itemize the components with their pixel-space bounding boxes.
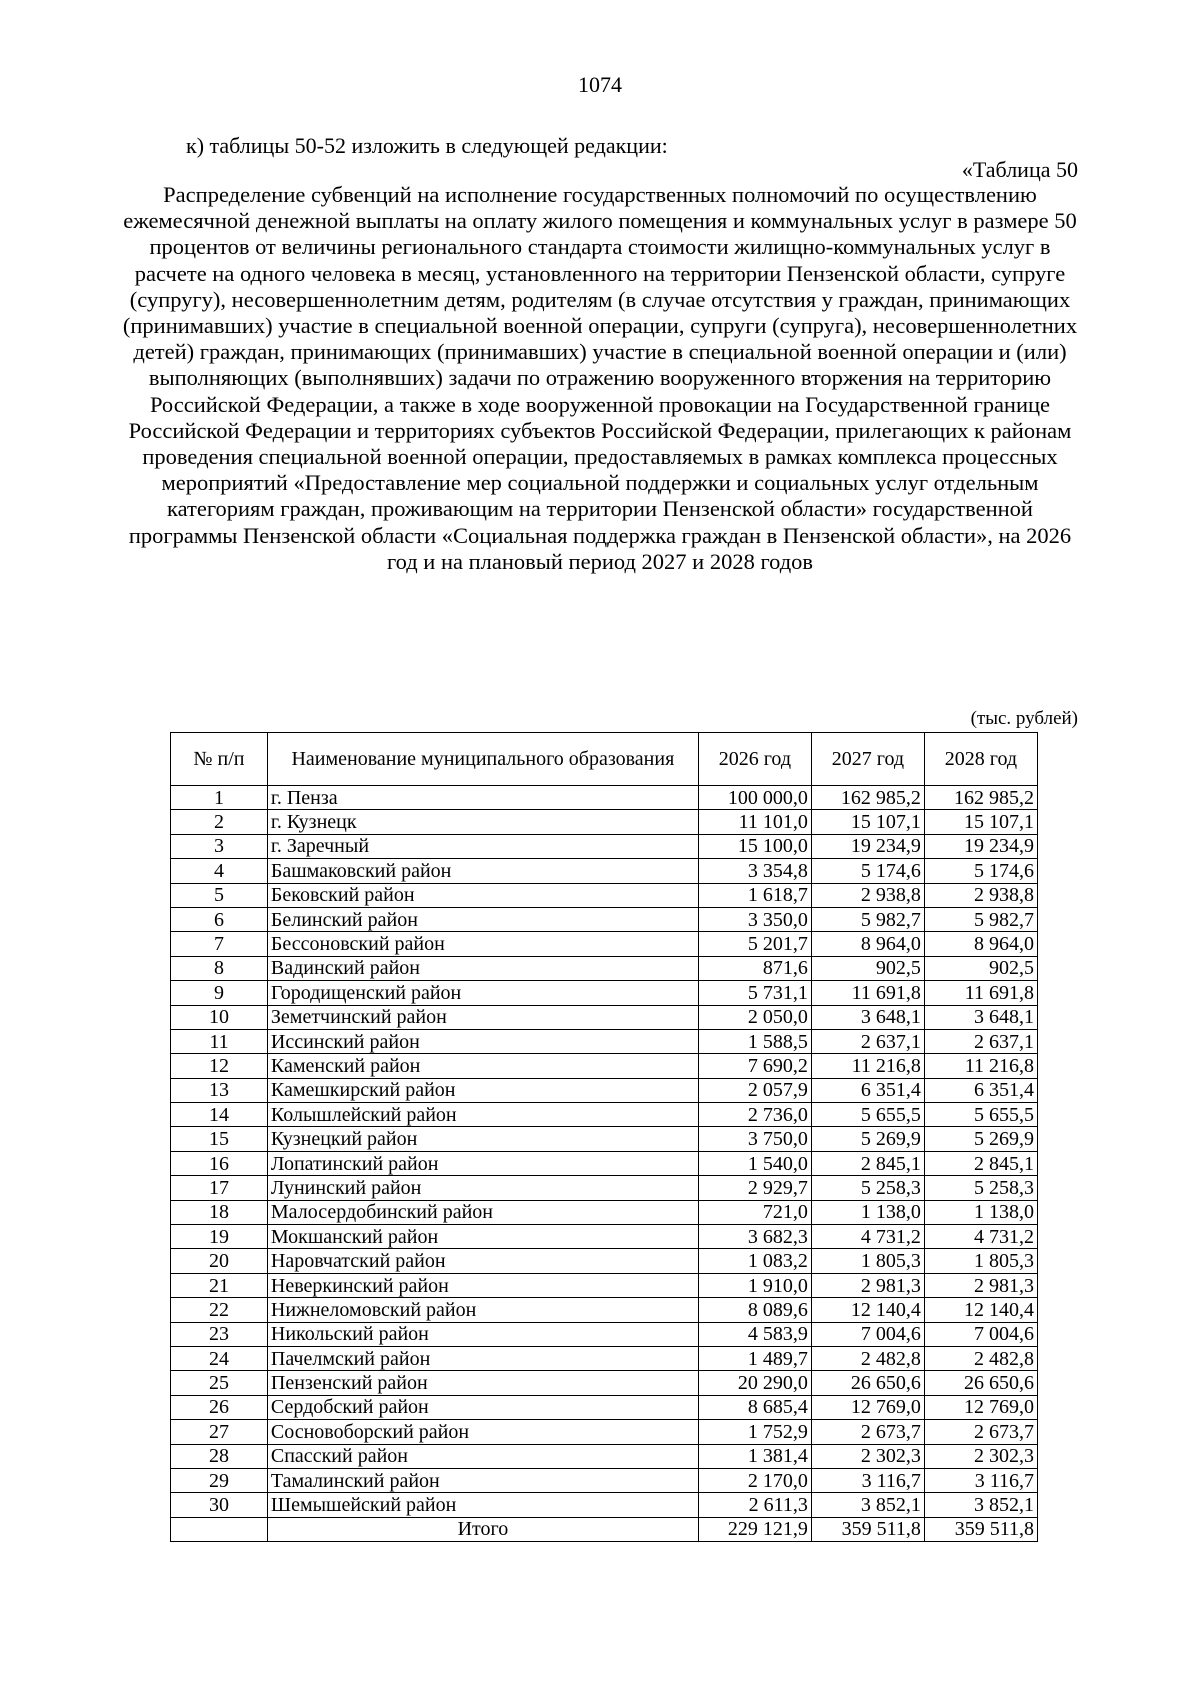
- row-2028: 7 004,6: [924, 1322, 1037, 1346]
- row-name: Сердобский район: [267, 1395, 698, 1419]
- row-2026: 4 583,9: [698, 1322, 811, 1346]
- row-2028: 19 234,9: [924, 834, 1037, 858]
- total-num-cell: [171, 1517, 268, 1541]
- row-name: г. Кузнецк: [267, 810, 698, 834]
- row-name: Шемышейский район: [267, 1493, 698, 1517]
- row-2028: 5 258,3: [924, 1176, 1037, 1200]
- row-2028: 2 673,7: [924, 1420, 1037, 1444]
- row-2027: 2 482,8: [811, 1346, 924, 1370]
- row-2027: 3 648,1: [811, 1005, 924, 1029]
- row-2026: 1 910,0: [698, 1273, 811, 1297]
- row-2027: 26 650,6: [811, 1371, 924, 1395]
- row-name: Вадинский район: [267, 956, 698, 980]
- table-row: [171, 907, 1038, 931]
- row-name: Бессоновский район: [267, 932, 698, 956]
- row-2026: 721,0: [698, 1200, 811, 1224]
- row-2027: 162 985,2: [811, 786, 924, 810]
- row-name: Камешкирский район: [267, 1078, 698, 1102]
- row-name: Никольский район: [267, 1322, 698, 1346]
- row-num: 12: [171, 1054, 268, 1078]
- row-2026: 100 000,0: [698, 786, 811, 810]
- table-caption: Распределение субвенций на исполнение государственных полномочий по осуществлению ежемесячной денежной выплаты на оплату жилого помещения и коммунальных услуг в размере 50 процентов от величины регионального стандарта стоимости жилищно-коммунальных услуг в расчете на одного человека в месяц, установленного на территории Пензенской области, супруге (супругу), несовершеннолетним детям, родителям (в случае отсутствия у граждан, принимающих (принимавших) участие в специальной военной операции, супруги (супруга), несовершеннолетних детей) граждан, принимающих (принимавших) участие в специальной военной операции и (или) выполняющих (выполнявших) задачи по отражению вооруженного вторжения на территорию Российской Федерации, а также в ходе вооруженной провокации на Государственной границе Российской Федерации и территориях субъектов Российской Федерации, прилегающих к районам проведения специальной военной операции, предоставляемых в рамках комплекса процессных мероприятий «Предоставление мер социальной поддержки и социальных услуг отдельным категориям граждан, проживающим на территории Пензенской области» государственной программы Пензенской области «Социальная поддержка граждан в Пензенской области», на 2026 год и на плановый период 2027 и 2028 годов: [122, 182, 1078, 574]
- row-name: Лопатинский район: [267, 1151, 698, 1175]
- row-name: Малосердобинский район: [267, 1200, 698, 1224]
- table-row: [171, 859, 1038, 883]
- row-2026: 1 752,9: [698, 1420, 811, 1444]
- table-row: [171, 1371, 1038, 1395]
- row-2026: 3 354,8: [698, 859, 811, 883]
- row-2028: 3 116,7: [924, 1468, 1037, 1492]
- header-2027: 2027 год: [811, 733, 924, 786]
- row-name: Тамалинский район: [267, 1468, 698, 1492]
- table-row: [171, 1103, 1038, 1127]
- row-num: 17: [171, 1176, 268, 1200]
- row-2028: 3 852,1: [924, 1493, 1037, 1517]
- row-name: Мокшанский район: [267, 1225, 698, 1249]
- row-num: 15: [171, 1127, 268, 1151]
- table-row: [171, 1273, 1038, 1297]
- row-num: 18: [171, 1200, 268, 1224]
- table-header-row: [171, 733, 1038, 786]
- table-row: [171, 786, 1038, 810]
- header-2026: 2026 год: [698, 733, 811, 786]
- row-2028: 15 107,1: [924, 810, 1037, 834]
- row-name: Каменский район: [267, 1054, 698, 1078]
- row-num: 29: [171, 1468, 268, 1492]
- row-num: 6: [171, 907, 268, 931]
- row-name: Лунинский район: [267, 1176, 698, 1200]
- row-num: 13: [171, 1078, 268, 1102]
- table-label: «Таблица 50: [961, 157, 1078, 182]
- row-name: г. Заречный: [267, 834, 698, 858]
- table-row: [171, 1346, 1038, 1370]
- row-name: Неверкинский район: [267, 1273, 698, 1297]
- table-row: [171, 1029, 1038, 1053]
- table-row: [171, 1078, 1038, 1102]
- total-2028: 359 511,8: [924, 1517, 1037, 1541]
- row-num: 21: [171, 1273, 268, 1297]
- intro-text: к) таблицы 50-52 изложить в следующей редакции:: [186, 133, 668, 158]
- row-name: Бековский район: [267, 883, 698, 907]
- row-name: Колышлейский район: [267, 1103, 698, 1127]
- row-2027: 12 769,0: [811, 1395, 924, 1419]
- row-2026: 5 201,7: [698, 932, 811, 956]
- table-row: [171, 932, 1038, 956]
- row-2027: 19 234,9: [811, 834, 924, 858]
- row-2028: 2 845,1: [924, 1151, 1037, 1175]
- row-2028: 8 964,0: [924, 932, 1037, 956]
- row-num: 7: [171, 932, 268, 956]
- row-2026: 2 736,0: [698, 1103, 811, 1127]
- row-num: 5: [171, 883, 268, 907]
- row-num: 23: [171, 1322, 268, 1346]
- row-num: 16: [171, 1151, 268, 1175]
- row-2028: 5 269,9: [924, 1127, 1037, 1151]
- row-2027: 7 004,6: [811, 1322, 924, 1346]
- row-2028: 6 351,4: [924, 1078, 1037, 1102]
- table-row: [171, 1225, 1038, 1249]
- row-2027: 1 805,3: [811, 1249, 924, 1273]
- row-2028: 5 982,7: [924, 907, 1037, 931]
- row-name: Городищенский район: [267, 981, 698, 1005]
- row-2028: 3 648,1: [924, 1005, 1037, 1029]
- row-num: 14: [171, 1103, 268, 1127]
- row-2027: 12 140,4: [811, 1298, 924, 1322]
- table-row: [171, 1176, 1038, 1200]
- table-row: [171, 1298, 1038, 1322]
- table-row: [171, 834, 1038, 858]
- row-2027: 2 845,1: [811, 1151, 924, 1175]
- row-2028: 162 985,2: [924, 786, 1037, 810]
- row-2028: 2 938,8: [924, 883, 1037, 907]
- row-num: 9: [171, 981, 268, 1005]
- row-name: Пачелмский район: [267, 1346, 698, 1370]
- row-num: 19: [171, 1225, 268, 1249]
- row-2026: 871,6: [698, 956, 811, 980]
- table-row: [171, 981, 1038, 1005]
- total-row: [171, 1517, 1038, 1541]
- row-2028: 2 981,3: [924, 1273, 1037, 1297]
- table-row: [171, 1200, 1038, 1224]
- row-2028: 2 482,8: [924, 1346, 1037, 1370]
- table-row: [171, 1249, 1038, 1273]
- row-name: Пензенский район: [267, 1371, 698, 1395]
- table-row: [171, 1005, 1038, 1029]
- row-2027: 4 731,2: [811, 1225, 924, 1249]
- row-name: Сосновоборский район: [267, 1420, 698, 1444]
- row-num: 30: [171, 1493, 268, 1517]
- row-2028: 5 174,6: [924, 859, 1037, 883]
- row-2026: 1 489,7: [698, 1346, 811, 1370]
- row-2026: 2 050,0: [698, 1005, 811, 1029]
- row-num: 27: [171, 1420, 268, 1444]
- row-name: Нижнеломовский район: [267, 1298, 698, 1322]
- row-num: 28: [171, 1444, 268, 1468]
- row-2028: 12 769,0: [924, 1395, 1037, 1419]
- row-2027: 3 116,7: [811, 1468, 924, 1492]
- table-row: [171, 956, 1038, 980]
- row-2026: 8 089,6: [698, 1298, 811, 1322]
- row-2027: 6 351,4: [811, 1078, 924, 1102]
- row-num: 2: [171, 810, 268, 834]
- row-2027: 902,5: [811, 956, 924, 980]
- row-2026: 1 618,7: [698, 883, 811, 907]
- row-2028: 12 140,4: [924, 1298, 1037, 1322]
- table-row: [171, 1054, 1038, 1078]
- row-2028: 26 650,6: [924, 1371, 1037, 1395]
- subvention-table: [170, 732, 1038, 1542]
- row-2027: 11 216,8: [811, 1054, 924, 1078]
- row-num: 20: [171, 1249, 268, 1273]
- row-2028: 11 216,8: [924, 1054, 1037, 1078]
- row-2026: 8 685,4: [698, 1395, 811, 1419]
- row-num: 11: [171, 1029, 268, 1053]
- row-2028: 1 138,0: [924, 1200, 1037, 1224]
- table-row: [171, 1395, 1038, 1419]
- row-2026: 20 290,0: [698, 1371, 811, 1395]
- row-2027: 11 691,8: [811, 981, 924, 1005]
- row-2026: 5 731,1: [698, 981, 811, 1005]
- row-num: 26: [171, 1395, 268, 1419]
- row-num: 1: [171, 786, 268, 810]
- row-2027: 2 673,7: [811, 1420, 924, 1444]
- row-num: 3: [171, 834, 268, 858]
- total-2026: 229 121,9: [698, 1517, 811, 1541]
- row-2027: 5 982,7: [811, 907, 924, 931]
- header-num: № п/п: [171, 733, 268, 786]
- page-number: 1074: [578, 72, 622, 97]
- row-2027: 3 852,1: [811, 1493, 924, 1517]
- row-num: 4: [171, 859, 268, 883]
- header-2028: 2028 год: [924, 733, 1037, 786]
- row-2028: 11 691,8: [924, 981, 1037, 1005]
- row-2028: 1 805,3: [924, 1249, 1037, 1273]
- row-2026: 3 750,0: [698, 1127, 811, 1151]
- table-row: [171, 1468, 1038, 1492]
- row-2028: 2 302,3: [924, 1444, 1037, 1468]
- table-row: [171, 1322, 1038, 1346]
- row-2026: 15 100,0: [698, 834, 811, 858]
- table-body: [171, 786, 1038, 1518]
- row-name: Спасский район: [267, 1444, 698, 1468]
- row-2026: 2 611,3: [698, 1493, 811, 1517]
- table-row: [171, 1151, 1038, 1175]
- row-2026: 1 381,4: [698, 1444, 811, 1468]
- table-row: [171, 1127, 1038, 1151]
- row-2027: 1 138,0: [811, 1200, 924, 1224]
- row-2027: 5 269,9: [811, 1127, 924, 1151]
- row-2027: 5 174,6: [811, 859, 924, 883]
- row-2027: 2 981,3: [811, 1273, 924, 1297]
- row-2026: 2 057,9: [698, 1078, 811, 1102]
- total-label: Итого: [267, 1517, 698, 1541]
- row-num: 10: [171, 1005, 268, 1029]
- row-name: Белинский район: [267, 907, 698, 931]
- unit-label: (тыс. рублей): [970, 708, 1078, 729]
- total-2027: 359 511,8: [811, 1517, 924, 1541]
- header-name: Наименование муниципального образования: [267, 733, 698, 786]
- row-2028: 902,5: [924, 956, 1037, 980]
- row-2026: 2 929,7: [698, 1176, 811, 1200]
- table-row: [171, 1444, 1038, 1468]
- row-2026: 7 690,2: [698, 1054, 811, 1078]
- row-name: Кузнецкий район: [267, 1127, 698, 1151]
- row-2028: 4 731,2: [924, 1225, 1037, 1249]
- row-2026: 11 101,0: [698, 810, 811, 834]
- row-2026: 2 170,0: [698, 1468, 811, 1492]
- row-num: 24: [171, 1346, 268, 1370]
- table-row: [171, 883, 1038, 907]
- row-2027: 5 655,5: [811, 1103, 924, 1127]
- row-2026: 3 682,3: [698, 1225, 811, 1249]
- row-name: Наровчатский район: [267, 1249, 698, 1273]
- row-2027: 2 938,8: [811, 883, 924, 907]
- row-2027: 5 258,3: [811, 1176, 924, 1200]
- row-2026: 1 083,2: [698, 1249, 811, 1273]
- table-row: [171, 1493, 1038, 1517]
- row-name: Земетчинский район: [267, 1005, 698, 1029]
- row-2028: 5 655,5: [924, 1103, 1037, 1127]
- row-2026: 3 350,0: [698, 907, 811, 931]
- table-row: [171, 1420, 1038, 1444]
- row-name: Башмаковский район: [267, 859, 698, 883]
- row-2027: 15 107,1: [811, 810, 924, 834]
- row-num: 22: [171, 1298, 268, 1322]
- row-2027: 2 302,3: [811, 1444, 924, 1468]
- row-name: Иссинский район: [267, 1029, 698, 1053]
- row-num: 25: [171, 1371, 268, 1395]
- row-2027: 8 964,0: [811, 932, 924, 956]
- row-num: 8: [171, 956, 268, 980]
- row-2028: 2 637,1: [924, 1029, 1037, 1053]
- table-row: [171, 810, 1038, 834]
- row-2027: 2 637,1: [811, 1029, 924, 1053]
- row-2026: 1 588,5: [698, 1029, 811, 1053]
- row-2026: 1 540,0: [698, 1151, 811, 1175]
- row-name: г. Пенза: [267, 786, 698, 810]
